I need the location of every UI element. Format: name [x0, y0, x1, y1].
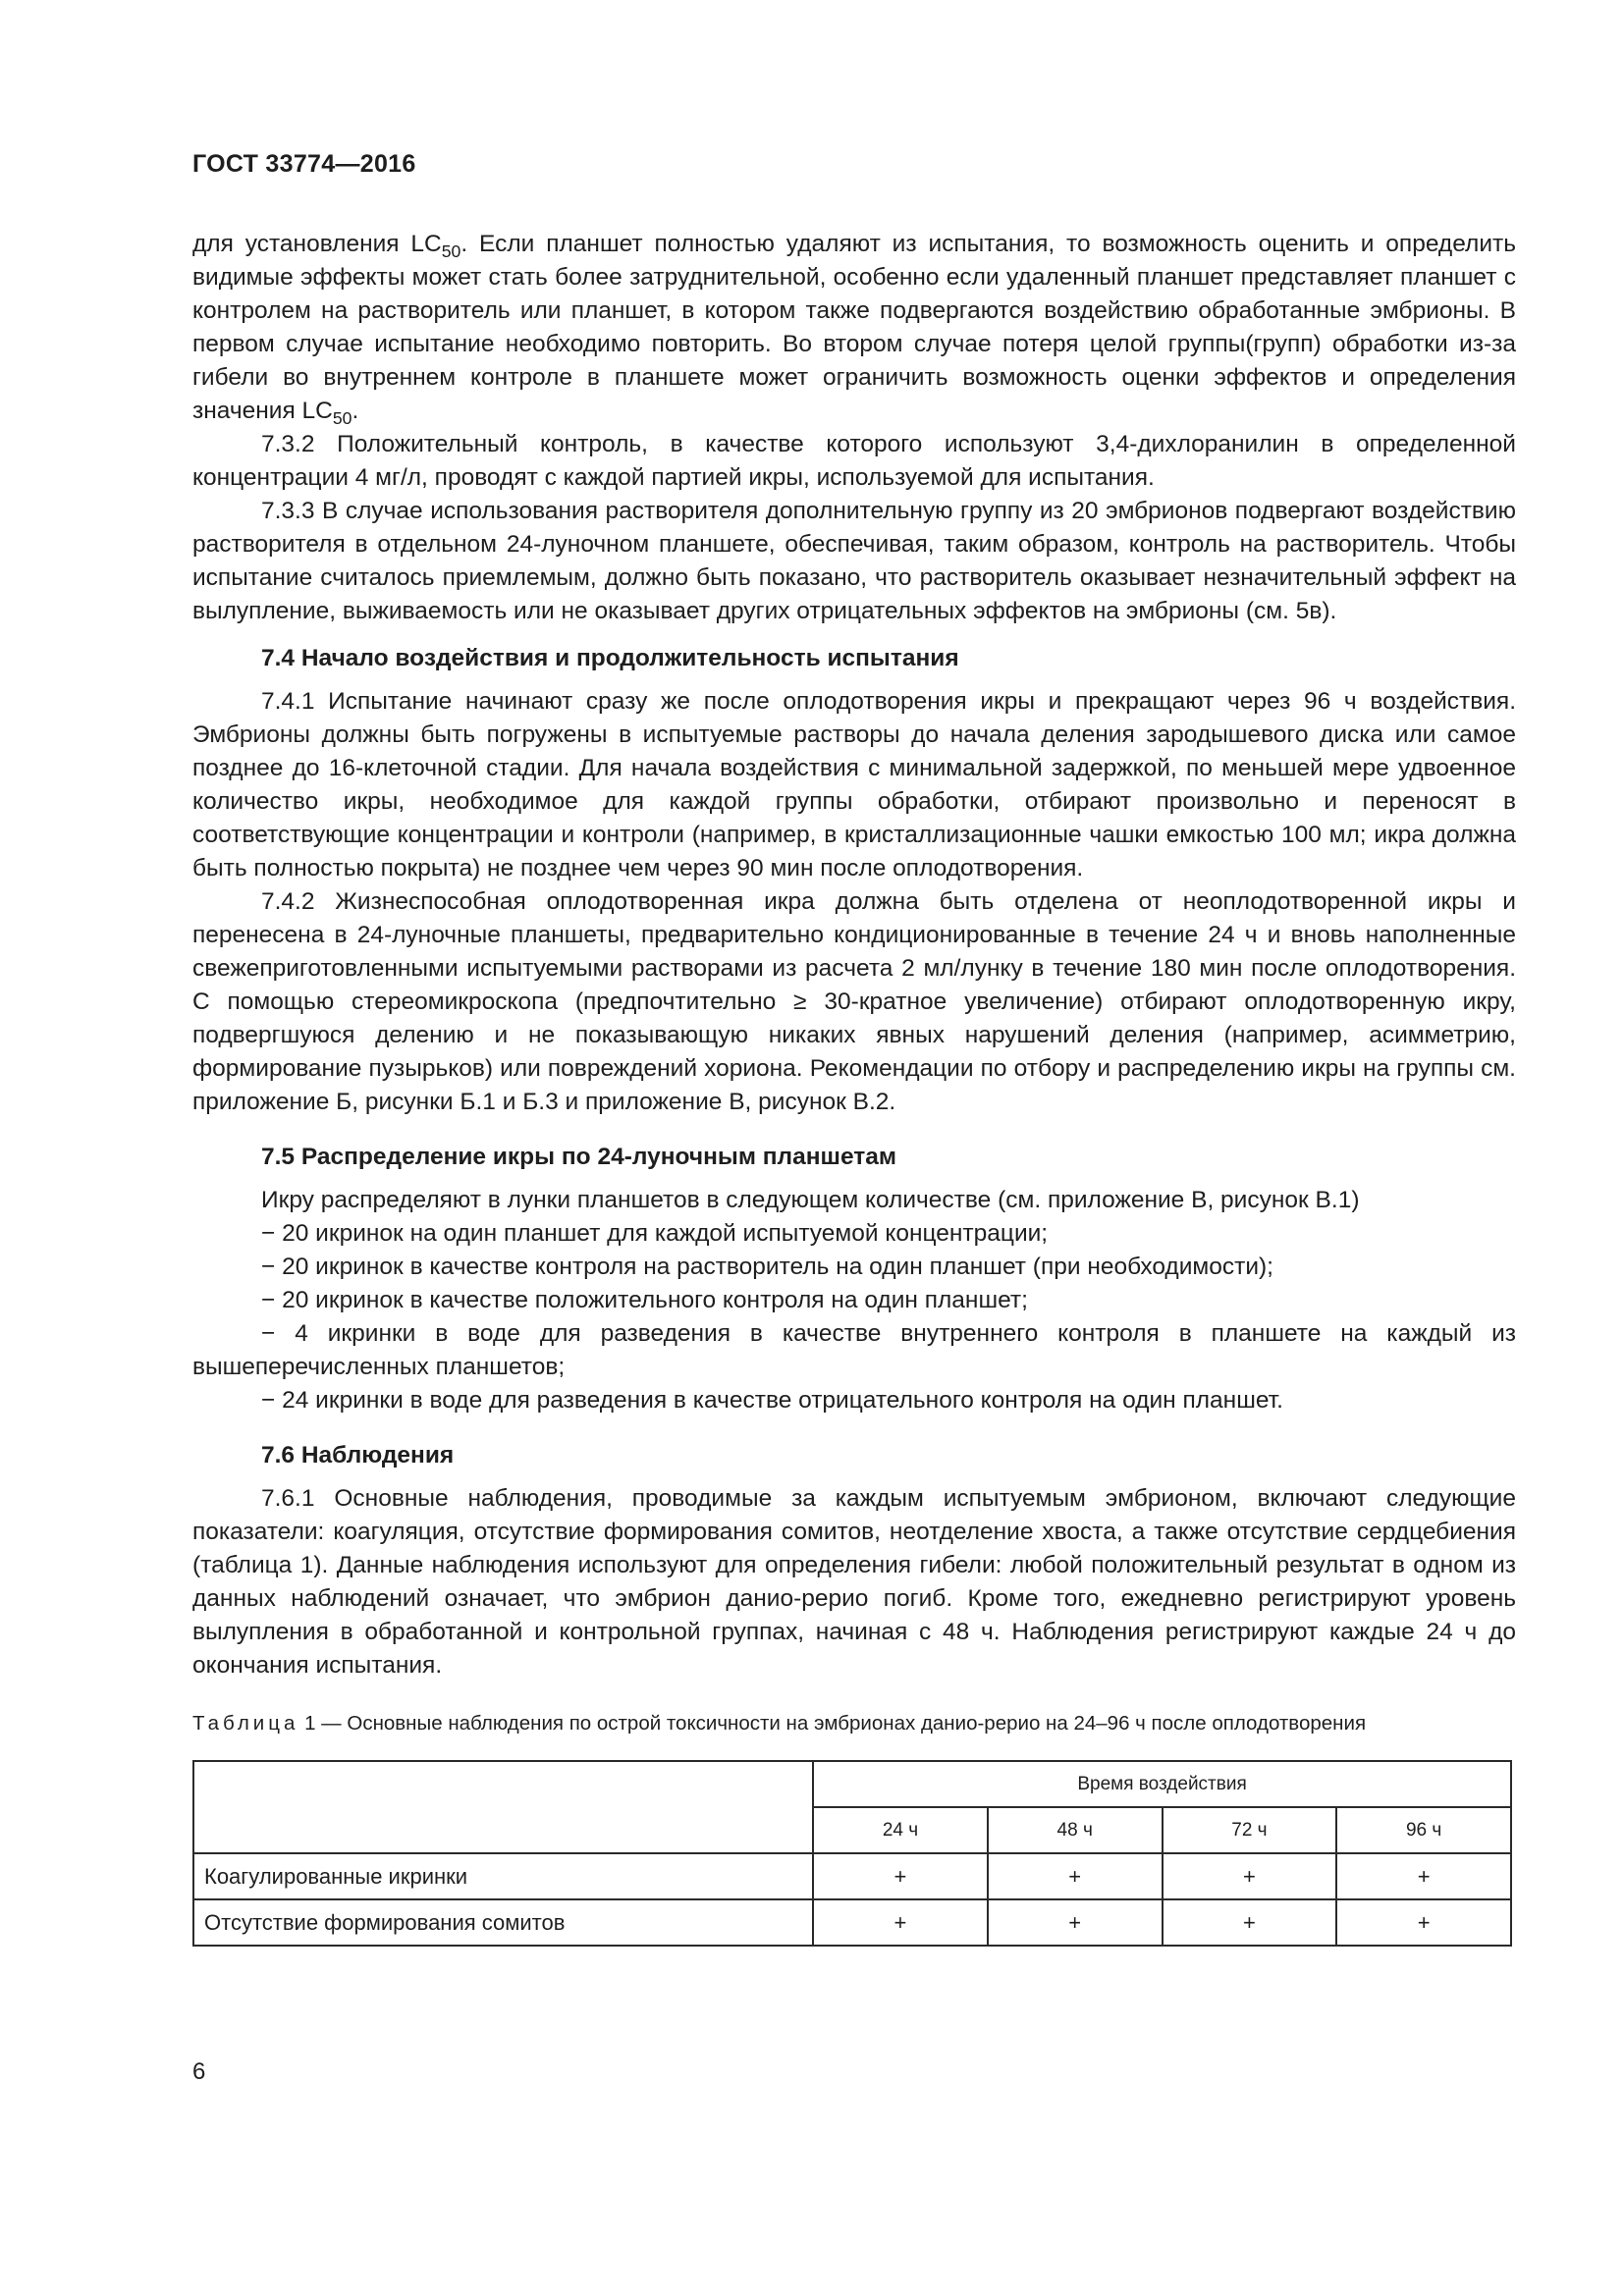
column-header: 72 ч: [1163, 1807, 1337, 1853]
paragraph-7-4-1: 7.4.1 Испытание начинают сразу же после оплодотворения икры и прекращают через 96 ч воздействия. Эмбрионы должны быть погружены в испытуемые растворы до начала деления зародышевого диска или самое позднее до 16-клеточной стадии. Для начала воздействия с минимальной задержкой, по меньшей мере удвоенное количество икры, необходимое для каждой группы обработки, отбирают произвольно и переносят в соответствующие концентрации и контроли (например, в кристаллизационные чашки емкостью 100 мл; икра должна быть полностью покрыта) не позднее чем через 90 мин после оплодотворения.: [192, 688, 1516, 881]
exposure-time-header: Время воздействия: [813, 1761, 1511, 1807]
table-cell: +: [988, 1853, 1163, 1899]
table-cell: +: [1336, 1853, 1511, 1899]
intro-text-a: для установления LC: [192, 231, 442, 257]
column-header: 48 ч: [988, 1807, 1163, 1853]
lc50-subscript: 50: [332, 408, 352, 429]
table-cell: +: [1163, 1853, 1337, 1899]
observations-table: [192, 1760, 1512, 1947]
list-item: − 20 икринок в качестве контроля на растворитель на один планшет (при необходимости);: [261, 1254, 1273, 1280]
intro-text-b: . Если планшет полностью удаляют из испытания, то возможность оценить и определить видимые эффекты может стать более затруднительной, особенно если удаленный планшет представляет планшет с контролем на растворитель или планшет, в котором также подвергаются воздействию обработанные эмбрионы. В первом случае испытание необходимо повторить. Во втором случае потеря целой группы(групп) обработки из-за гибели во внутреннем контроле в планшете может ограничить возможность оценки эффектов и определения значения LC: [192, 231, 1516, 424]
section-heading-7-6: 7.6 Наблюдения: [261, 1442, 455, 1468]
row-label: Отсутствие формирования сомитов: [193, 1899, 813, 1946]
table-cell: +: [813, 1899, 988, 1946]
document-code-header: ГОСТ 33774—2016: [192, 150, 416, 178]
table-cell: +: [1163, 1899, 1337, 1946]
paragraph-7-6-1: 7.6.1 Основные наблюдения, проводимые за каждым испытуемым эмбрионом, включают следующие показатели: коагуляция, отсутствие формирования сомитов, неотделение хвоста, а также отсутствие сердцебиения (таблица 1). Данные наблюдения используют для определения гибели: любой положительный результат в одном из данных наблюдений означает, что эмбрион данио-рерио погиб. Кроме того, ежедневно регистрируют уровень вылупления в обработанной и контрольной группах, начиная с 48 ч. Наблюдения регистрируют каждые 24 ч до окончания испытания.: [192, 1485, 1516, 1679]
list-item: − 20 икринок на один планшет для каждой испытуемой концентрации;: [261, 1220, 1049, 1247]
list-item: − 4 икринки в воде для разведения в качестве внутреннего контроля в планшете на каждый из вышеперечисленных планшетов;: [192, 1320, 1516, 1380]
table-corner-cell: [193, 1761, 813, 1853]
list-item: − 24 икринки в воде для разведения в качестве отрицательного контроля на один планшет.: [261, 1387, 1283, 1414]
section-heading-7-5: 7.5 Распределение икры по 24-луночным планшетам: [261, 1144, 897, 1170]
table-row: [193, 1899, 1511, 1946]
paragraph-7-3-2: 7.3.2 Положительный контроль, в качестве которого используют 3,4-дихлоранилин в определенной концентрации 4 мг/л, проводят с каждой партией икры, используемой для испытания.: [192, 431, 1516, 491]
table-caption-label: Таблица: [192, 1712, 299, 1735]
list-item: − 20 икринок в качестве положительного контроля на один планшет;: [261, 1287, 1028, 1313]
paragraph-7-3-3: 7.3.3 В случае использования растворителя дополнительную группу из 20 эмбрионов подвергают воздействию растворителя в отдельном 24-луночном планшете, обеспечивая, таким образом, контроль на растворитель. Чтобы испытание считалось приемлемым, должно быть показано, что растворитель оказывает незначительный эффект на вылупление, выживаемость или не оказывает других отрицательных эффектов на эмбрионы (см. 5в).: [192, 498, 1516, 624]
lc50-subscript: 50: [441, 241, 461, 262]
paragraph-7-5-intro: Икру распределяют в лунки планшетов в следующем количестве (см. приложение В, рисунок В.1): [261, 1187, 1360, 1213]
table-cell: +: [813, 1853, 988, 1899]
table-cell: +: [1336, 1899, 1511, 1946]
intro-text-c: .: [352, 398, 359, 424]
table-caption: [192, 1710, 1516, 1736]
row-label: Коагулированные икринки: [193, 1853, 813, 1899]
distribution-list: [192, 1217, 1516, 1417]
column-header: 96 ч: [1336, 1807, 1511, 1853]
section-heading-7-4: 7.4 Начало воздействия и продолжительность испытания: [261, 645, 959, 671]
table-row: [193, 1853, 1511, 1899]
table-caption-text: 1 — Основные наблюдения по острой токсичности на эмбрионах данио-рерио на 24–96 ч после оплодотворения: [298, 1712, 1367, 1735]
table-header-row: [193, 1761, 1511, 1807]
table-cell: +: [988, 1899, 1163, 1946]
paragraph-7-4-2: 7.4.2 Жизнеспособная оплодотворенная икра должна быть отделена от неоплодотворенной икры и перенесена в 24-луночные планшеты, предварительно кондиционированные в течение 24 ч и вновь наполненные свежеприготовленными испытуемыми растворами из расчета 2 мл/лунку в течение 180 мин после оплодотворения. С помощью стереомикроскопа (предпочтительно ≥ 30-кратное увеличение) отбирают оплодотворенную икру, подвергшуюся делению и не показывающую никаких явных нарушений деления (например, асимметрию, формирование пузырьков) или повреждений хориона. Рекомендации по отбору и распределению икры на группы см. приложение Б, рисунки Б.1 и Б.3 и приложение В, рисунок В.2.: [192, 888, 1516, 1115]
paragraph-intro-continuation: [192, 228, 1516, 428]
page-number: 6: [192, 2058, 206, 2085]
column-header: 24 ч: [813, 1807, 988, 1853]
